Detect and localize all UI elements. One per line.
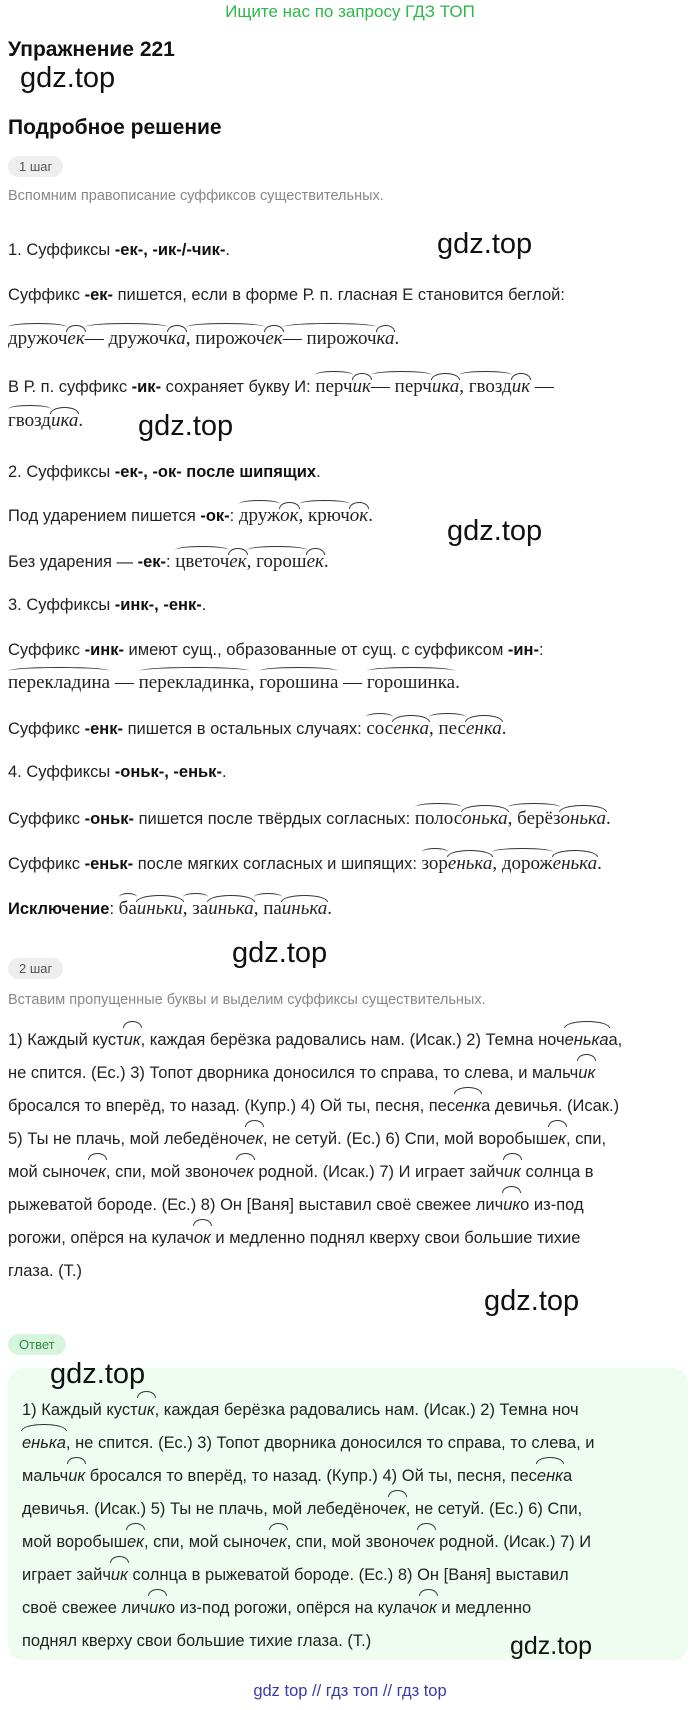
step-hint: Вспомним правописание суффиксов существительных. (8, 188, 384, 204)
watermark: gdz.top (138, 410, 234, 442)
watermark: gdz.top (510, 1632, 593, 1660)
rule-line: 1. Суффиксы -ек-, -ик-/-чик-. (8, 241, 230, 259)
example-line: гвоздика. (8, 410, 84, 431)
watermark: gdz.top (50, 1358, 146, 1390)
rule-line: Исключение: баиньки, заинька, паинька. (8, 898, 333, 919)
rule-line: Суффикс -енк- пишется в остальных случаях: сосенка, песенка. (8, 718, 507, 739)
step-badge: 1 шаг (8, 156, 63, 177)
footer-links[interactable]: gdz top // гдз топ // гдз top (253, 1682, 447, 1700)
step-badge: 2 шаг (8, 958, 63, 979)
example-line: перекладина — перекладинка, горошина — горошинка. (8, 672, 460, 693)
rule-line: Суффикс -еньк- после мягких согласных и шипящих: зоренька, дороженька. (8, 853, 602, 874)
answer-text: 1) Каждый кустик, каждая берёзка радовались нам. (Исак.) 2) Темна ноч енька, не спится. (Ес.) 3) Топот дворника доносился то справа, то слева, и мальчик бросался то вперёд, то назад. (Купр.) 4) Ой ты, песня, песенка девичья. (Исак.) 5) Ты не плачь, мой лебедёночек, не сетуй. (Ес.) 6) Спи, мой воробышек, спи, мой сыночек, спи, мой звоночек родной. (Исак.) 7) И играет зайчик солнца в рыжеватой бороде. (Ес.) 8) Он [Ваня] выставил своё свежее личико из-под рогожи, опёрся на кулачок и медленно поднял кверху свои большие тихие глаза. (Т.) (22, 1394, 674, 1658)
answer-badge: Ответ (8, 1334, 66, 1355)
rule-line: Без ударения — -ек-: цветочек, горошек. (8, 551, 329, 572)
step-hint: Вставим пропущенные буквы и выделим суффиксы существительных. (8, 992, 486, 1008)
exercise-text: 1) Каждый кустик, каждая берёзка радовались нам. (Исак.) 2) Темна ноченькаа, не спится. (Ес.) 3) Топот дворника доносился то справа, то слева, и мальчик бросался то вперёд, то назад. (Купр.) 4) Ой ты, песня, песенка девичья. (Исак.) 5) Ты не плачь, мой лебедёночек, не сетуй. (Ес.) 6) Спи, мой воробышек, спи, мой сыночек, спи, мой звоночек родной. (Исак.) 7) И играет зайчик солнца в рыжеватой бороде. (Ес.) 8) Он [Ваня] выставил своё свежее личико из-под рогожи, опёрся на кулачок и медленно поднял кверху свои большие тихие глаза. (Т.) (8, 1024, 688, 1288)
solution-title: Подробное решение (8, 116, 222, 139)
rule-line: В Р. п. суффикс -ик- сохраняет букву И: перчик— перчика, гвоздик — (8, 376, 554, 397)
rule-line: 4. Суффиксы -оньк-, -еньк-. (8, 763, 227, 781)
exercise-title: Упражнение 221 (8, 38, 175, 61)
rule-line: 3. Суффиксы -инк-, -енк-. (8, 596, 207, 614)
watermark: gdz.top (232, 937, 328, 969)
rule-line: 2. Суффиксы -ек-, -ок- после шипящих. (8, 463, 321, 481)
search-banner[interactable]: Ищите нас по запросу ГДЗ ТОП (225, 2, 475, 21)
watermark: gdz.top (447, 515, 543, 547)
example-line: дружочек— дружочка, пирожочек— пирожочка. (8, 328, 400, 349)
rule-line: Суффикс -ек- пишется, если в форме Р. п. гласная Е становится беглой: (8, 286, 565, 304)
watermark: gdz.top (484, 1285, 580, 1317)
rule-line: Под ударением пишется -ок-: дружок, крючок. (8, 505, 373, 526)
rule-line: Суффикс -оньк- пишется после твёрдых согласных: полосонька, берёзонька. (8, 808, 611, 829)
rule-line: Суффикс -инк- имеют сущ., образованные от сущ. с суффиксом -ин-: (8, 641, 544, 659)
watermark: gdz.top (20, 62, 116, 94)
watermark: gdz.top (437, 228, 533, 260)
